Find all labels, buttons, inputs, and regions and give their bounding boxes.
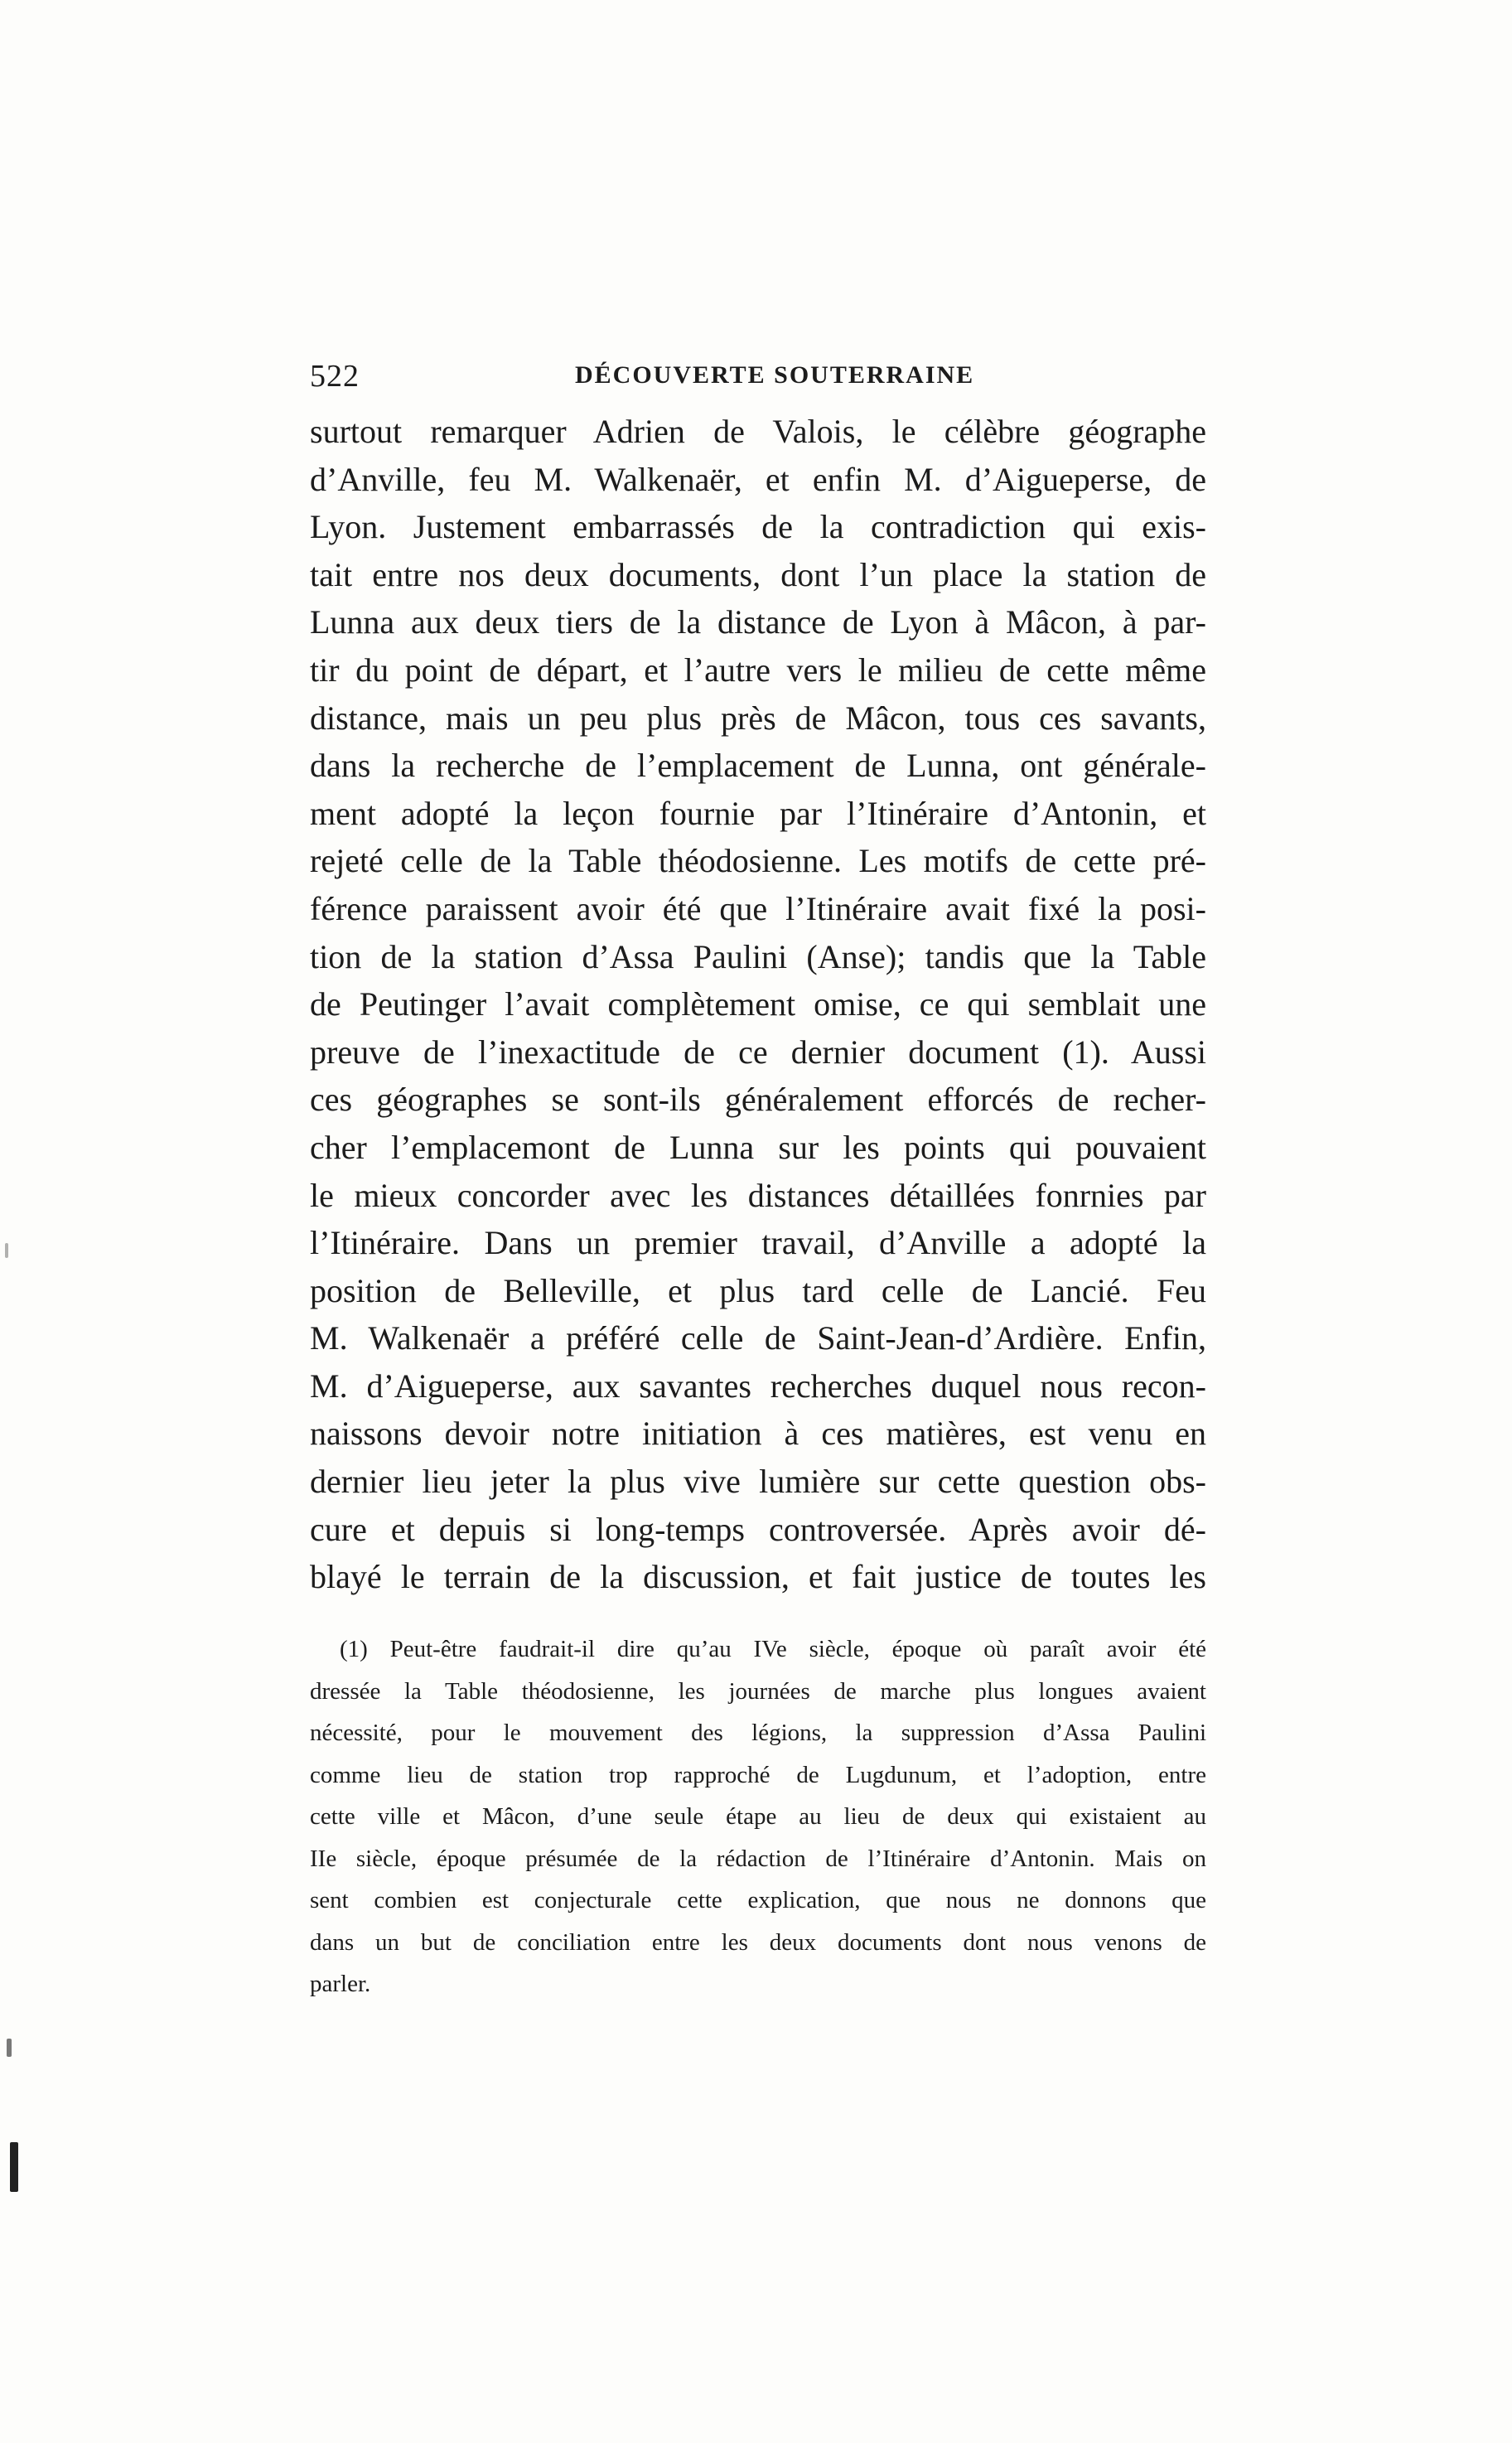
footnote-line: sent combien est conjecturale cette explication, que nous ne donnons que (310, 1887, 1206, 1913)
text-line: position de Belleville, et plus tard celle de Lancié. Feu (310, 1271, 1206, 1309)
footnote-line: nécessité, pour le mouvement des légions, la suppression d’Assa Paulini (310, 1720, 1206, 1746)
running-title: DÉCOUVERTE SOUTERRAINE (575, 361, 975, 389)
text-line: tir du point de départ, et l’autre vers le milieu de cette même (310, 651, 1206, 689)
text-line: distance, mais un peu plus près de Mâcon, tous ces savants, (310, 699, 1206, 737)
text-line: le mieux concorder avec les distances détaillées fonrnies par (310, 1176, 1206, 1214)
footnote-line: IIe siècle, époque présumée de la rédaction de l’Itinéraire d’Antonin. Mais on (310, 1845, 1206, 1872)
footnote-line: cette ville et Mâcon, d’une seule étape au lieu de deux qui existaient au (310, 1803, 1206, 1830)
text-line: M. Walkenaër a préféré celle de Saint-Jean-d’Ardière. Enfin, (310, 1319, 1206, 1357)
text-line: l’Itinéraire. Dans un premier travail, d’Anville a adopté la (310, 1224, 1206, 1262)
text-line: tion de la station d’Assa Paulini (Anse); tandis que la Table (310, 937, 1206, 975)
text-line: blayé le terrain de la discussion, et fait justice de toutes les (310, 1558, 1206, 1596)
text-line: M. d’Aigueperse, aux savantes recherches duquel nous recon- (310, 1367, 1206, 1405)
text-line: naissons devoir notre initiation à ces matières, est venu en (310, 1415, 1206, 1453)
text-line: Lyon. Justement embarrassés de la contradiction qui exis- (310, 508, 1206, 546)
text-line: férence paraissent avoir été que l’Itinéraire avait fixé la posi- (310, 889, 1206, 927)
text-line: tait entre nos deux documents, dont l’un place la station de (310, 555, 1206, 593)
scan-mark (5, 1243, 8, 1258)
footnote-line: (1) Peut-être faudrait-il dire qu’au IVe siècle, époque où paraît avoir été (340, 1636, 1206, 1662)
text-line: surtout remarquer Adrien de Valois, le célèbre géographe (310, 413, 1206, 450)
footnote-line: parler. (310, 1971, 371, 1997)
text-line: rejeté celle de la Table théodosienne. Les motifs de cette pré- (310, 842, 1206, 880)
text-line: Lunna aux deux tiers de la distance de Lyon à Mâcon, à par- (310, 603, 1206, 641)
text-line: ces géographes se sont-ils généralement efforcés de recher- (310, 1081, 1206, 1119)
scan-mark (7, 2039, 12, 2057)
footnote-line: comme lieu de station trop rapproché de Lugdunum, et l’adoption, entre (310, 1761, 1206, 1788)
text-line: ment adopté la leçon fournie par l’Itinéraire d’Antonin, et (310, 794, 1206, 832)
main-text (310, 408, 1206, 1601)
text-line: cher l’emplacemont de Lunna sur les points qui pouvaient (310, 1128, 1206, 1166)
text-line: dans la recherche de l’emplacement de Lunna, ont générale- (310, 747, 1206, 785)
footnote-line: dans un but de conciliation entre les deux documents dont nous venons de (310, 1928, 1206, 1956)
text-line: d’Anville, feu M. Walkenaër, et enfin M. d’Aigueperse, de (310, 460, 1206, 498)
footnote-line: dressée la Table théodosienne, les journées de marche plus longues avaient (310, 1677, 1206, 1705)
text-line: cure et depuis si long-temps controversée. Après avoir dé- (310, 1510, 1206, 1548)
page-number: 522 (310, 359, 360, 394)
text-line: preuve de l’inexactitude de ce dernier document (1). Aussi (310, 1033, 1206, 1071)
footnote (310, 1628, 1206, 2005)
text-line: dernier lieu jeter la plus vive lumière sur cette question obs- (310, 1463, 1206, 1501)
scan-mark (10, 2142, 18, 2192)
text-line: de Peutinger l’avait complètement omise, ce qui semblait une (310, 985, 1206, 1023)
page-header (310, 358, 1206, 399)
